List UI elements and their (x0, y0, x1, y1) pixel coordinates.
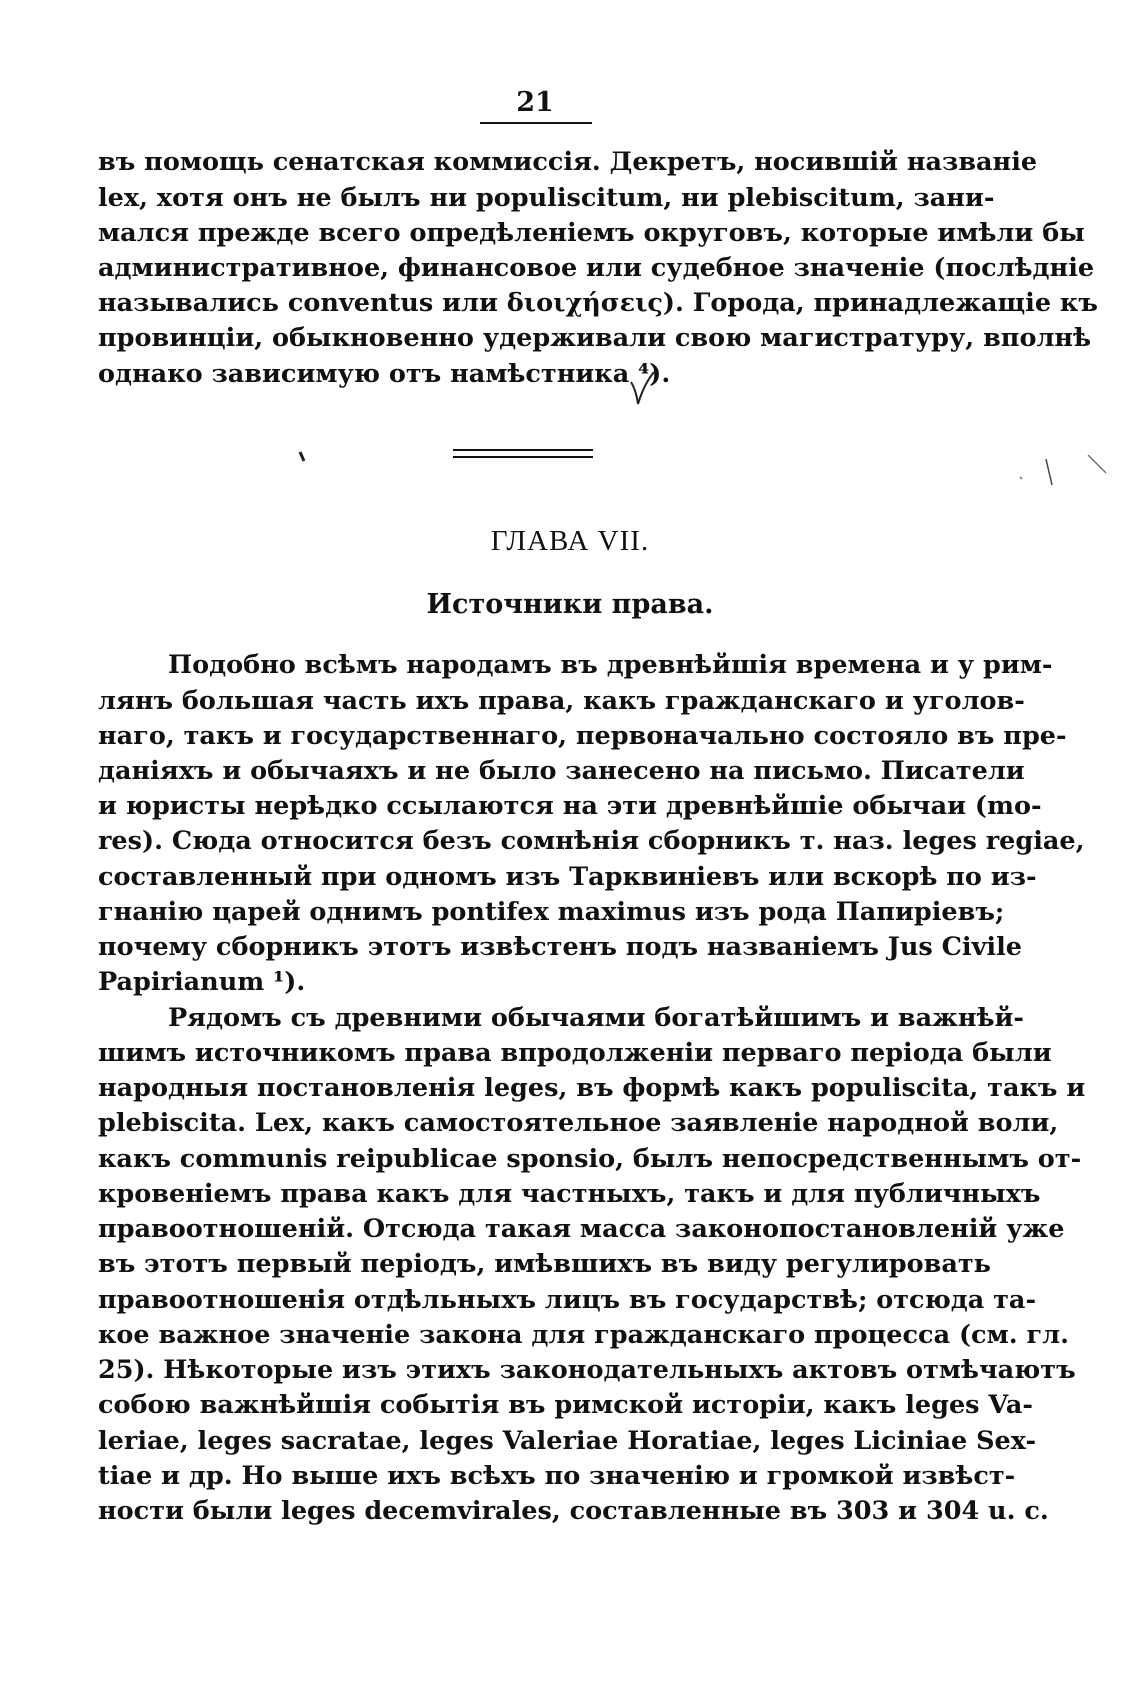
text-line: народныя постановленія leges, въ формѣ какъ populiscita, такъ и (98, 1073, 1086, 1103)
text-line: почему сборникъ этотъ извѣстенъ подъ названіемъ Jus Civile (98, 932, 1022, 962)
text-line: lex, хотя онъ не былъ ни populiscitum, ни plebiscitum, зани- (98, 183, 995, 213)
text-line: гнанію царей однимъ pontifex maximus изъ рода Папиріевъ; (98, 897, 1005, 927)
page-number-rule (480, 122, 592, 124)
text-line: шимъ источникомъ права впродолженіи перваго періода были (98, 1038, 1052, 1068)
text-line: административное, финансовое или судебное значеніе (послѣдніе (98, 253, 1095, 283)
text-line: Рядомъ съ древними обычаями богатѣйшимъ и важнѣй- (168, 1003, 1024, 1033)
text-line: провинціи, обыкновенно удерживали свою магистратуру, вполнѣ (98, 323, 1092, 353)
text-line: res). Сюда относится безъ сомнѣнія сборникъ т. наз. leges regiae, (98, 826, 1085, 856)
text-line: назывались conventus или διοιχήσεις). Города, принадлежащіе къ (98, 288, 1098, 318)
section-divider (453, 449, 593, 458)
text-line: въ помощь сенатская коммиссія. Декретъ, носившій названіе (98, 147, 1038, 177)
text-line: лянъ большая часть ихъ права, какъ гражданскаго и уголов- (98, 686, 1025, 716)
text-line: правоотношенія отдѣльныхъ лицъ въ государствѣ; отсюда та- (98, 1285, 1037, 1315)
text-line: даніяхъ и обычаяхъ и не было занесено на письмо. Писатели (98, 756, 1025, 786)
text-line: однако зависимую отъ намѣстника ⁴). (98, 359, 671, 389)
text-line: и юристы нерѣдко ссылаются на эти древнѣйшіе обычаи (mo- (98, 791, 1042, 821)
chapter-title: Источники права. (426, 589, 714, 620)
text-line: ности были leges decemvirales, составленные въ 303 и 304 u. c. (98, 1496, 1049, 1526)
text-line: какъ communis reipublicae sponsio, былъ непосредственнымъ от- (98, 1144, 1082, 1174)
margin-scratch-marks (1018, 455, 1108, 505)
text-line: 25). Нѣкоторые изъ этихъ законодательныхъ актовъ отмѣчаютъ (98, 1355, 1076, 1385)
page-number: 21 (516, 87, 554, 118)
text-line: кровеніемъ права какъ для частныхъ, такъ и для публичныхъ (98, 1179, 1041, 1209)
text-line: въ этотъ первый періодъ, имѣвшихъ въ виду регулировать (98, 1249, 991, 1279)
text-line: Papirianum ¹). (98, 967, 306, 997)
text-line: plebiscita. Lex, какъ самостоятельное заявленіе народной воли, (98, 1108, 1059, 1138)
text-line: наго, такъ и государственнаго, первоначально состояло въ пре- (98, 721, 1067, 751)
text-line: мался прежде всего опредѣленіемъ округовъ, которые имѣли бы (98, 218, 1085, 248)
text-line: Подобно всѣмъ народамъ въ древнѣйшія времена и у рим- (168, 650, 1053, 680)
text-line: leriae, leges sacratae, leges Valeriae Horatiae, leges Liciniae Sex- (98, 1426, 1037, 1456)
stray-ink-mark (298, 450, 308, 464)
text-line: составленный при одномъ изъ Тарквиніевъ или вскорѣ по из- (98, 862, 1037, 892)
text-line: tiae и др. Но выше ихъ всѣхъ по значенію и громкой извѣст- (98, 1461, 1016, 1491)
text-line: правоотношеній. Отсюда такая масса законопостановленій уже (98, 1214, 1065, 1244)
chapter-heading: ГЛАВА VII. (490, 525, 650, 557)
text-line: кое важное значеніе закона для гражданскаго процесса (см. гл. (98, 1320, 1069, 1350)
text-line: собою важнѣйшія событія въ римской исторіи, какъ leges Va- (98, 1390, 1033, 1420)
